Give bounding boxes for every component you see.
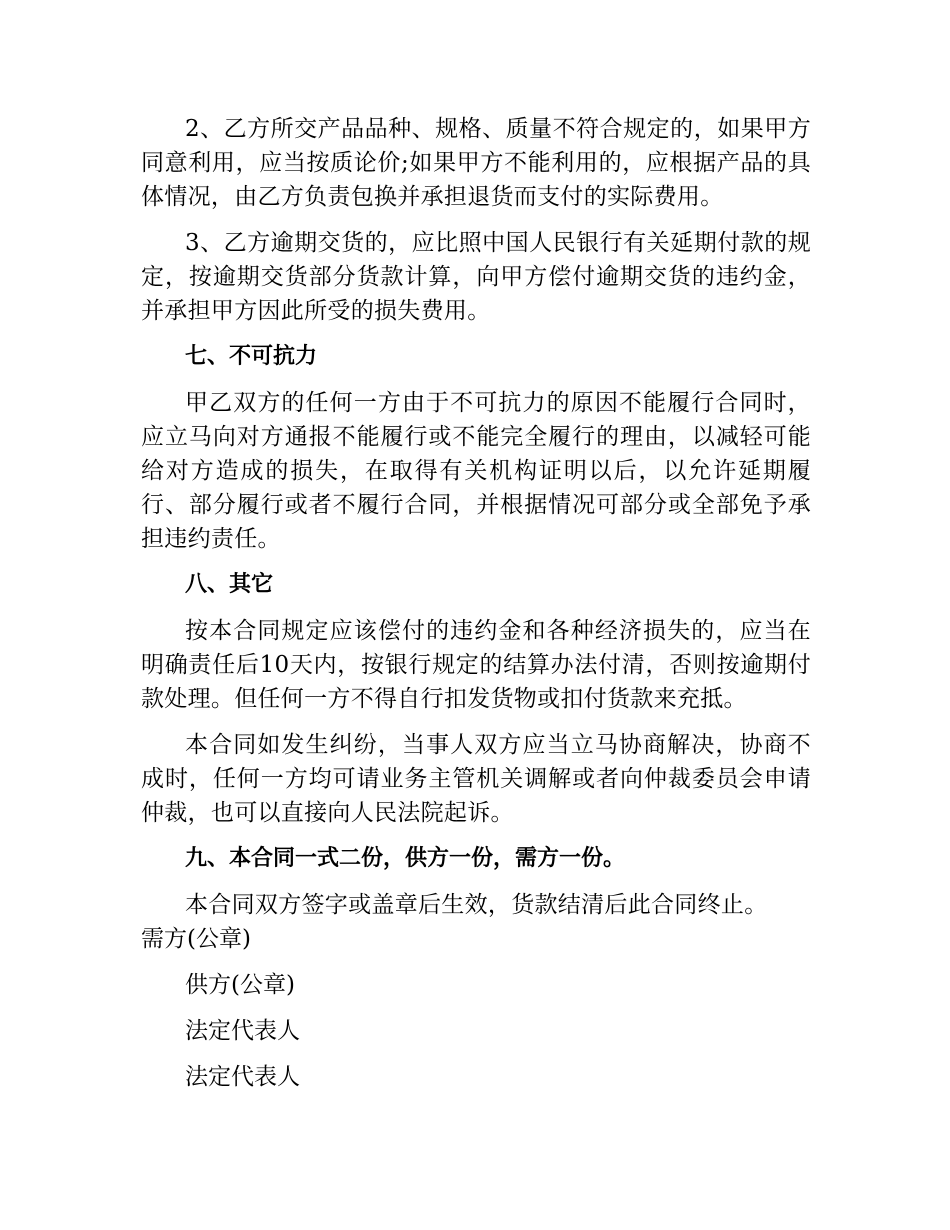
dispute-resolution-paragraph: 本合同如发生纠纷，当事人双方应当立马协商解决，协商不成时，任何一方均可请业务主管机关调解或者向仲裁委员会申请仲裁，也可以直接向人民法院起诉。 <box>141 732 811 826</box>
document-page <box>141 112 811 1106</box>
section-8-heading: 八、其它 <box>185 572 274 597</box>
legal-representative-line-1: 法定代表人 <box>185 1018 300 1044</box>
clause-6-item-2: 2、乙方所交产品品种、规格、质量不符合规定的，如果甲方同意利用，应当按质论价;如果甲方不能利用的，应根据产品的具体情况，由乙方负责包换并承担退货而支付的实际费用。 <box>141 116 811 210</box>
seller-seal-line: 供方(公章) <box>185 972 295 998</box>
section-7-heading: 七、不可抗力 <box>185 344 318 369</box>
clause-6-item-3: 3、乙方逾期交货的，应比照中国人民银行有关延期付款的规定，按逾期交货部分货款计算，向甲方偿付逾期交货的违约金，并承担甲方因此所受的损失费用。 <box>141 230 811 324</box>
force-majeure-paragraph: 甲乙双方的任何一方由于不可抗力的原因不能履行合同时，应立马向对方通报不能履行或不能完全履行的理由，以减轻可能给对方造成的损失，在取得有关机构证明以后，以允许延期履行、部分履行或者不履行合同，并根据情况可部分或全部免予承担违约责任。 <box>141 390 811 552</box>
penalty-payment-paragraph: 按本合同规定应该偿付的违约金和各种经济损失的，应当在明确责任后10天内，按银行规定的结算办法付清，否则按逾期付款处理。但任何一方不得自行扣发货物或扣付货款来充抵。 <box>141 618 811 712</box>
effective-clause-paragraph: 本合同双方签字或盖章后生效，货款结清后此合同终止。 <box>185 892 768 918</box>
section-9-heading: 九、本合同一式二份，供方一份，需方一份。 <box>185 846 626 871</box>
buyer-seal-line: 需方(公章) <box>141 926 251 952</box>
legal-representative-line-2: 法定代表人 <box>185 1064 300 1090</box>
